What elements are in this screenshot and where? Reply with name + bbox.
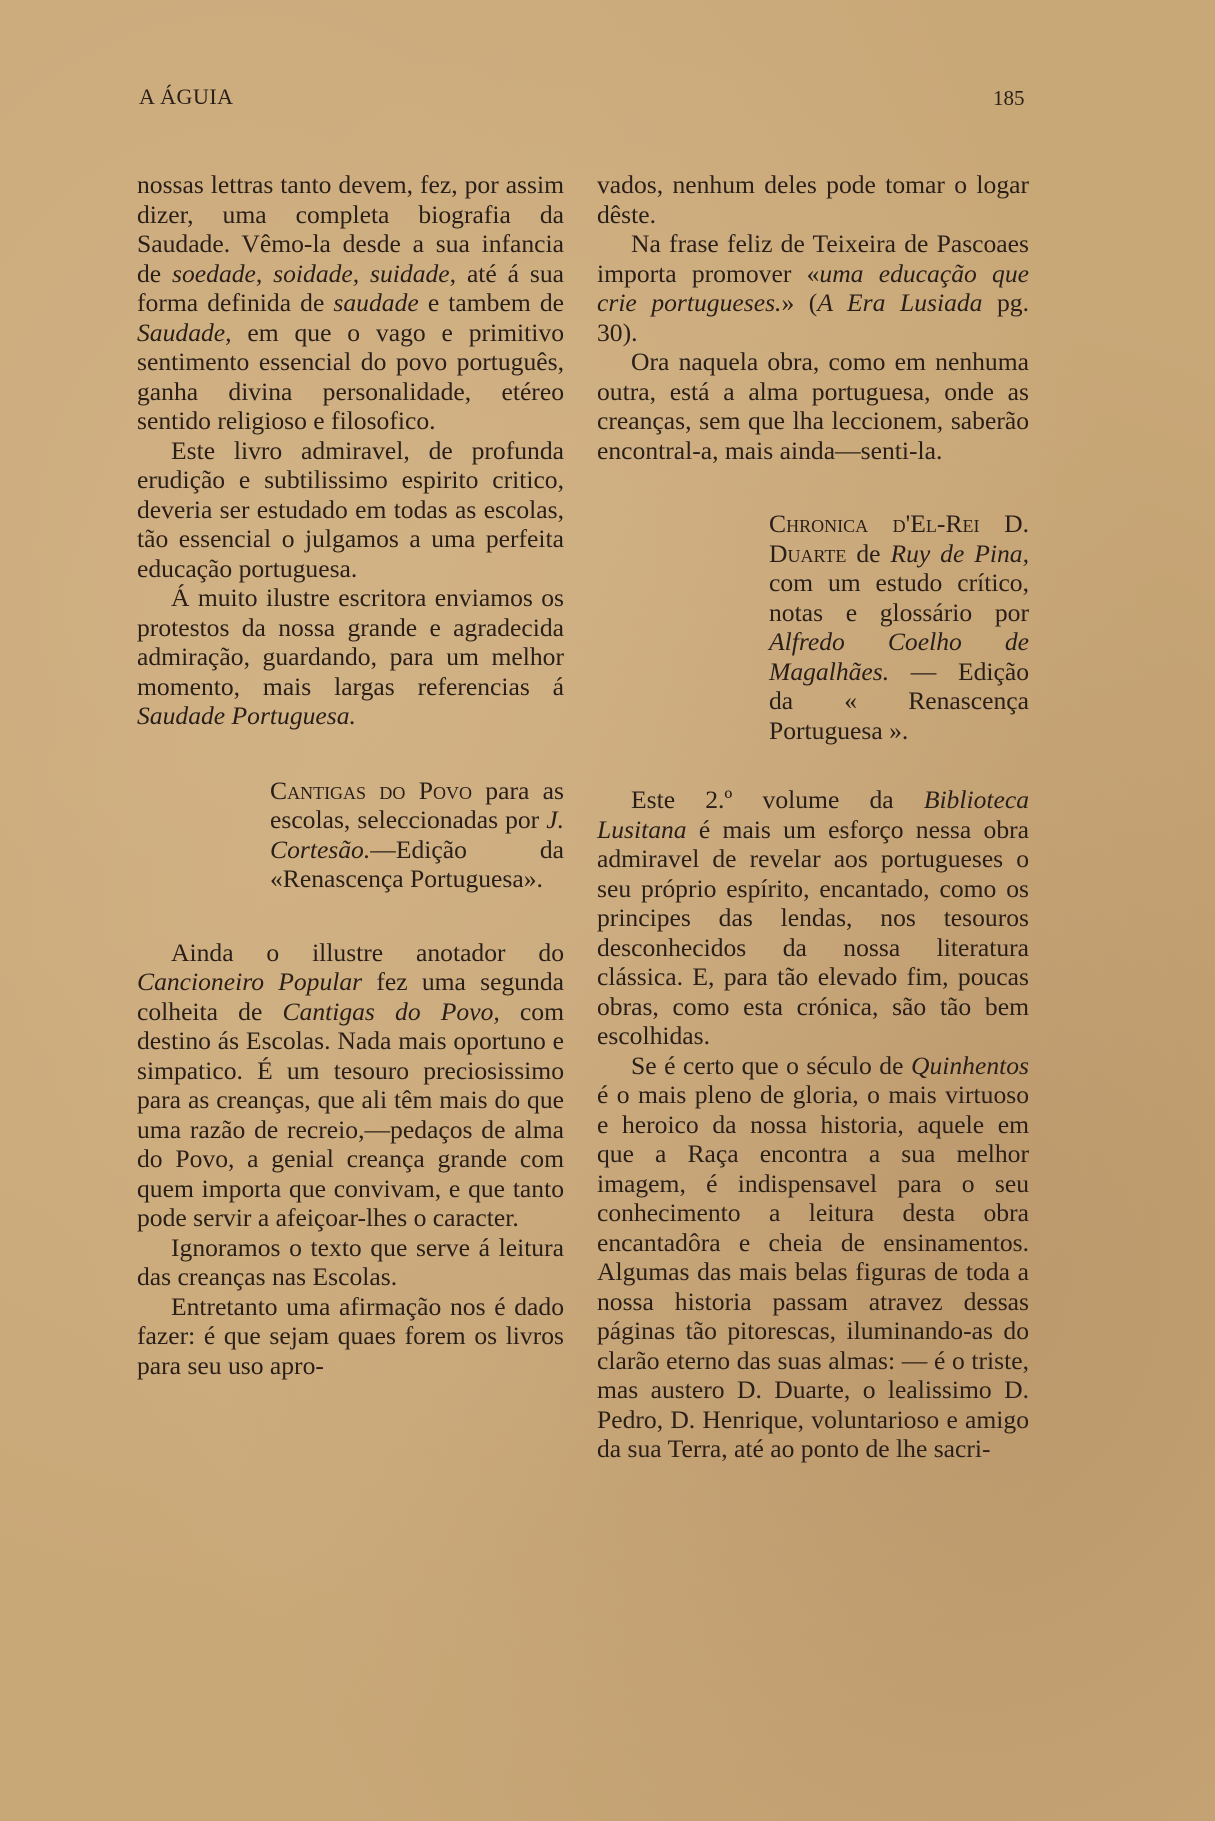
paragraph <box>137 583 564 731</box>
text-run: Na frase feliz de Teixeira de Pascoaes importa promover « <box>597 229 1029 288</box>
paragraph <box>597 1051 1029 1464</box>
text-run: para as escolas, seleccionadas por <box>270 775 564 834</box>
text-run: com um estudo crítico, notas e glossário por <box>769 568 1029 627</box>
paragraph <box>137 938 564 1233</box>
paragraph: Ignoramos o texto que serve á leitura das creanças nas Escolas. <box>137 1232 564 1291</box>
book-title: Chronica d'El-Rei D. Duarte <box>769 509 1029 568</box>
italic-run: Cantigas do Povo, <box>282 996 500 1026</box>
text-run: Este 2.º volume da <box>631 785 924 814</box>
review-heading-cantigas <box>270 776 564 894</box>
text-run: com destino ás Escolas. Nada mais oportuno e simpatico. É um tesouro preciosissimo para as creanças, que ali têm mais do que uma razão de recreio,—pedaços de alma do Povo, a genial creança grande com quem importa que convivam, e que tanto pode servir a afeiçoar-lhes o caracter. <box>137 996 564 1232</box>
author-name: Ruy de Pina, <box>890 538 1029 568</box>
review-heading-chronica <box>769 509 1029 745</box>
italic-run: Biblioteca Lusitana <box>597 785 1029 844</box>
text-run: em que o vago e primitivo sentimento essencial do povo português, ganha divina personalidade, etéreo sentido religioso e filosofico. <box>137 317 564 435</box>
italic-run: Saudade Portuguesa. <box>137 701 356 730</box>
paragraph: vados, nenhum deles pode tomar o logar dêste. <box>597 170 1029 229</box>
text-run: Á muito ilustre escritora enviamos os protestos da nossa grande e agradecida admiração, guardando, para um melhor momento, mais largas referencias á <box>137 583 564 701</box>
paragraph: Entretanto uma afirmação nos é dado fazer: é que sejam quaes forem os livros para seu uso apro- <box>137 1291 564 1380</box>
paragraph <box>597 229 1029 347</box>
page-number: 185 <box>993 86 1025 110</box>
running-title: A ÁGUIA <box>139 84 234 109</box>
italic-run: Saudade, <box>137 317 232 347</box>
author-name: J. Cortesão. <box>270 805 564 864</box>
text-run: pg. 30). <box>597 288 1030 347</box>
italic-run: Quinhentos <box>910 1050 1029 1080</box>
italic-run: saudade <box>333 288 419 317</box>
text-run: » ( <box>781 288 818 317</box>
italic-run: uma educação que crie portugueses. <box>597 258 1029 317</box>
text-run: fez uma segunda colheita de <box>137 967 565 1026</box>
text-run: até á sua forma definida de <box>137 258 564 317</box>
paragraph: Ora naquela obra, como em nenhuma outra, está a alma portuguesa, onde as creanças, sem que lha leccionem, saberão encontral-a, mais ainda—senti-la. <box>597 347 1029 465</box>
text-run: —Edição da «Renascença Portuguesa». <box>270 834 564 893</box>
paragraph <box>597 785 1029 1051</box>
text-run: nossas lettras tanto devem, fez, por assim dizer, uma completa biografia da Saudade. Vêmo-la desde a sua infancia de <box>137 170 564 288</box>
editor-name: Alfredo Coelho de Magalhães. <box>769 627 1029 686</box>
text-run: é o mais pleno de gloria, o mais virtuoso e heroico da nossa historia, aquele em que a Raça encontra a sua melhor imagem, é indispensavel para o seu conhecimento a leitura desta obra encantadôra e cheia de ensinamentos. Algumas das mais belas figuras de toda a nossa historia passam atravez dessas páginas tão pitorescas, iluminando-as do clarão eterno das suas almas: — é o triste, mas austero D. Duarte, o lealissimo D. Pedro, D. Henrique, voluntarioso e amigo da sua Terra, até ao ponto de lhe sacri- <box>597 1080 1029 1463</box>
paragraph: Este livro admiravel, de profunda erudição e subtilissimo espirito critico, deveria ser estudado em todas as escolas, tão essencial o julgamos a uma perfeita educação portuguesa. <box>137 435 564 583</box>
italic-run: A Era Lusiada <box>817 288 983 317</box>
book-title: Cantigas do Povo <box>270 775 472 805</box>
text-run: e tambem de <box>418 288 564 317</box>
right-column <box>597 170 1029 1464</box>
text-run: Ainda o illustre anotador do <box>171 937 564 967</box>
italic-run: Cancioneiro Popular <box>137 967 363 996</box>
italic-run: soedade, soidade, suidade, <box>172 258 457 288</box>
text-run: é mais um esforço nessa obra admiravel de revelar aos portugueses o seu próprio espírito, encantado, como os principes das lendas, nos tesouros desconhecidos da nossa literatura clássica. E, para tão elevado fim, poucas obras, como esta crónica, são tão bem escolhidas. <box>597 814 1029 1050</box>
text-run: — Edição da « Renascença Portuguesa ». <box>769 656 1029 745</box>
text-run: Se é certo que o século de <box>631 1050 911 1080</box>
left-column <box>137 170 564 1380</box>
paragraph <box>137 170 564 436</box>
text-run: de <box>846 538 891 568</box>
